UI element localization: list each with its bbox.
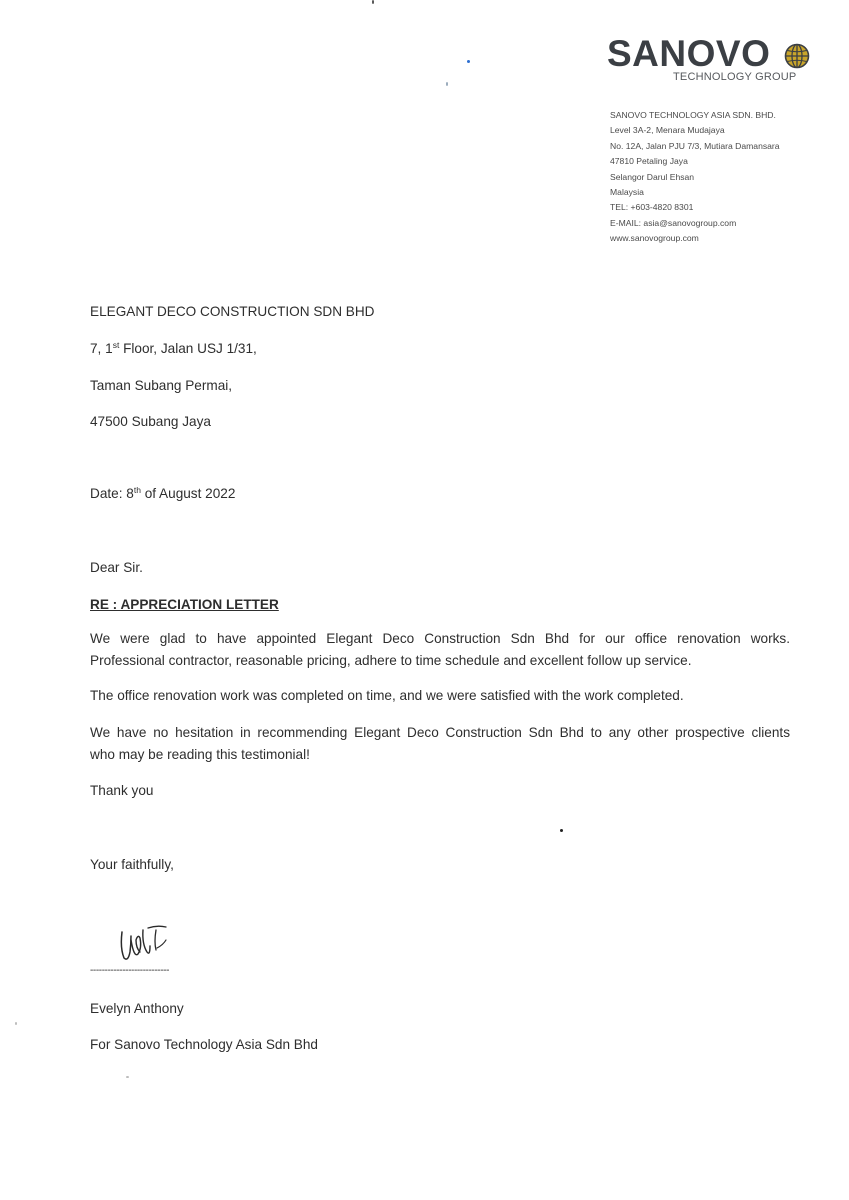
- paragraph-2: [90, 685, 790, 707]
- paragraph-1-line-1: We were glad to have appointed Elegant Deco Construction Sdn Bhd for our office renovation works.: [90, 631, 790, 646]
- letter-date-post: of August 2022: [140, 486, 236, 501]
- letter-date-sup: th: [133, 485, 141, 495]
- sender-address-block: [610, 108, 780, 247]
- signatory-name: Evelyn Anthony: [90, 1001, 184, 1016]
- address-line: 47810 Petaling Jaya: [610, 156, 688, 167]
- address-line: No. 12A, Jalan PJU 7/3, Mutiara Damansara: [610, 140, 780, 151]
- paragraph-3-line-2: who may be reading this testimonial!: [90, 747, 310, 762]
- recipient-company: ELEGANT DECO CONSTRUCTION SDN BHD: [90, 304, 375, 319]
- globe-icon: [784, 43, 810, 69]
- signatory-company: For Sanovo Technology Asia Sdn Bhd: [90, 1037, 318, 1052]
- paragraph-3: [90, 722, 790, 766]
- address-line: Level 3A-2, Menara Mudajaya: [610, 125, 725, 136]
- subject-line: RE : APPRECIATION LETTER: [90, 597, 279, 612]
- paragraph-1: [90, 628, 790, 672]
- address-phone: TEL: +603-4820 8301: [610, 202, 694, 213]
- scan-speck: [560, 829, 563, 832]
- logo-wordmark: SANOVO: [607, 33, 771, 74]
- handwritten-signature: [116, 918, 176, 966]
- address-line: Selangor Darul Ehsan: [610, 171, 695, 182]
- company-logo: [607, 34, 817, 90]
- scan-speck: [15, 1022, 17, 1025]
- address-line: Malaysia: [610, 187, 644, 198]
- scan-speck: [372, 0, 374, 4]
- paragraph-3-line-1: We have no hesitation in recommending Elegant Deco Construction Sdn Bhd to any other prospective clients: [90, 725, 790, 740]
- salutation: Dear Sir.: [90, 560, 143, 575]
- paragraph-2-line-1: The office renovation work was completed on time, and we were satisfied with the work completed.: [90, 688, 684, 703]
- address-line: SANOVO TECHNOLOGY ASIA SDN. BHD.: [610, 110, 776, 120]
- scan-speck: [467, 60, 470, 63]
- letter-date-pre: Date: 8: [90, 486, 134, 501]
- thank-you-line: Thank you: [90, 783, 154, 798]
- scan-speck: [126, 1076, 129, 1078]
- recipient-address-line2: Taman Subang Permai,: [90, 378, 233, 393]
- recipient-address-line1-post: Floor, Jalan USJ 1/31,: [119, 341, 257, 356]
- letter-date: [90, 486, 235, 501]
- address-website: www.sanovogroup.com: [610, 233, 699, 244]
- paragraph-1-line-2: Professional contractor, reasonable pricing, adhere to time schedule and excellent follow up service.: [90, 653, 692, 668]
- signature-rule: ---------------------------: [90, 965, 170, 976]
- recipient-address-line1-sup: st: [112, 340, 120, 350]
- closing-line: Your faithfully,: [90, 857, 174, 872]
- recipient-address-line1-pre: 7, 1: [90, 341, 113, 356]
- logo-subtitle: TECHNOLOGY GROUP: [673, 71, 797, 83]
- recipient-address-line1: [90, 341, 257, 356]
- recipient-address-line3: 47500 Subang Jaya: [90, 414, 211, 429]
- address-email: E-MAIL: asia@sanovogroup.com: [610, 217, 737, 228]
- scan-speck: [446, 82, 448, 86]
